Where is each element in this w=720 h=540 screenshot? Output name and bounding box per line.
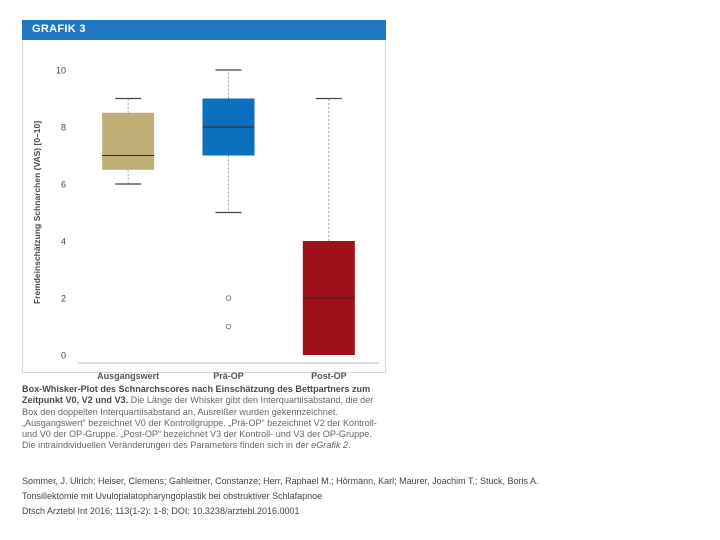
y-tick-label: 2 <box>60 293 66 304</box>
y-tick-label: 8 <box>60 122 66 133</box>
figure-header-label: GRAFIK 3 <box>32 23 86 35</box>
citation-authors: Sommer, J. Ulrich; Heiser, Clemens; Gahleitner, Constanze; Herr, Raphael M.; Hörmann, Karl; Maurer, Joachim T.; Stuck, Boris A. <box>22 476 539 486</box>
figure-caption <box>22 384 386 452</box>
citation-title: Tonsillektomie mit Uvulopalatopharyngoplastik bei obstruktiver Schlafapnoe <box>22 491 323 501</box>
caption-end: . <box>348 440 351 451</box>
x-category-label: Post-OP <box>311 371 347 381</box>
caption-reference: eGrafik 2 <box>311 440 349 451</box>
x-category-label: Prä-OP <box>213 371 244 381</box>
chart-frame <box>22 40 386 381</box>
x-category-label: Ausgangswert <box>97 371 160 381</box>
y-tick-label: 6 <box>60 179 66 190</box>
outlier-point <box>226 296 231 301</box>
citation-journal: Dtsch Arztebl Int 2016; 113(1-2): 1-8; DOI: 10.3238/arztebl.2016.0001 <box>22 506 300 516</box>
y-tick-label: 10 <box>55 65 66 76</box>
outlier-point <box>226 324 231 329</box>
caption-text: Die Länge der Whisker gibt den Interquartilsabstand, die der Box den doppelten Interquartilsabstand an, Ausreißer wurden gekennzeichnet. „Ausgangswert“ bezeichnet V0 der Kontrollgruppe. „Prä-OP“ bezeichnet V2 der Kontroll- und V0 der OP-Gruppe. „Post-OP“ bezeichnet V3 der Kontroll- und V3 der OP-Gruppe. Die intraindividuellen Veränderungen des Parameters finden sich in der <box>22 395 377 451</box>
citation-block <box>22 474 702 519</box>
box-ausgangswert <box>102 113 154 170</box>
box-plot-chart <box>23 40 385 381</box>
y-axis-label: Fremdeinschätzung Schnarchen (VAS) [0–10] <box>32 120 42 305</box>
caption-bold-text: Box-Whisker-Plot des Schnarchscores nach Einschätzung des Bettpartners zum Zeitpunkt V0, V2 und V3. <box>22 384 371 406</box>
figure-panel <box>22 20 386 462</box>
y-tick-label: 0 <box>60 350 66 361</box>
figure-header-bar <box>22 20 386 40</box>
y-tick-label: 4 <box>60 236 66 247</box>
